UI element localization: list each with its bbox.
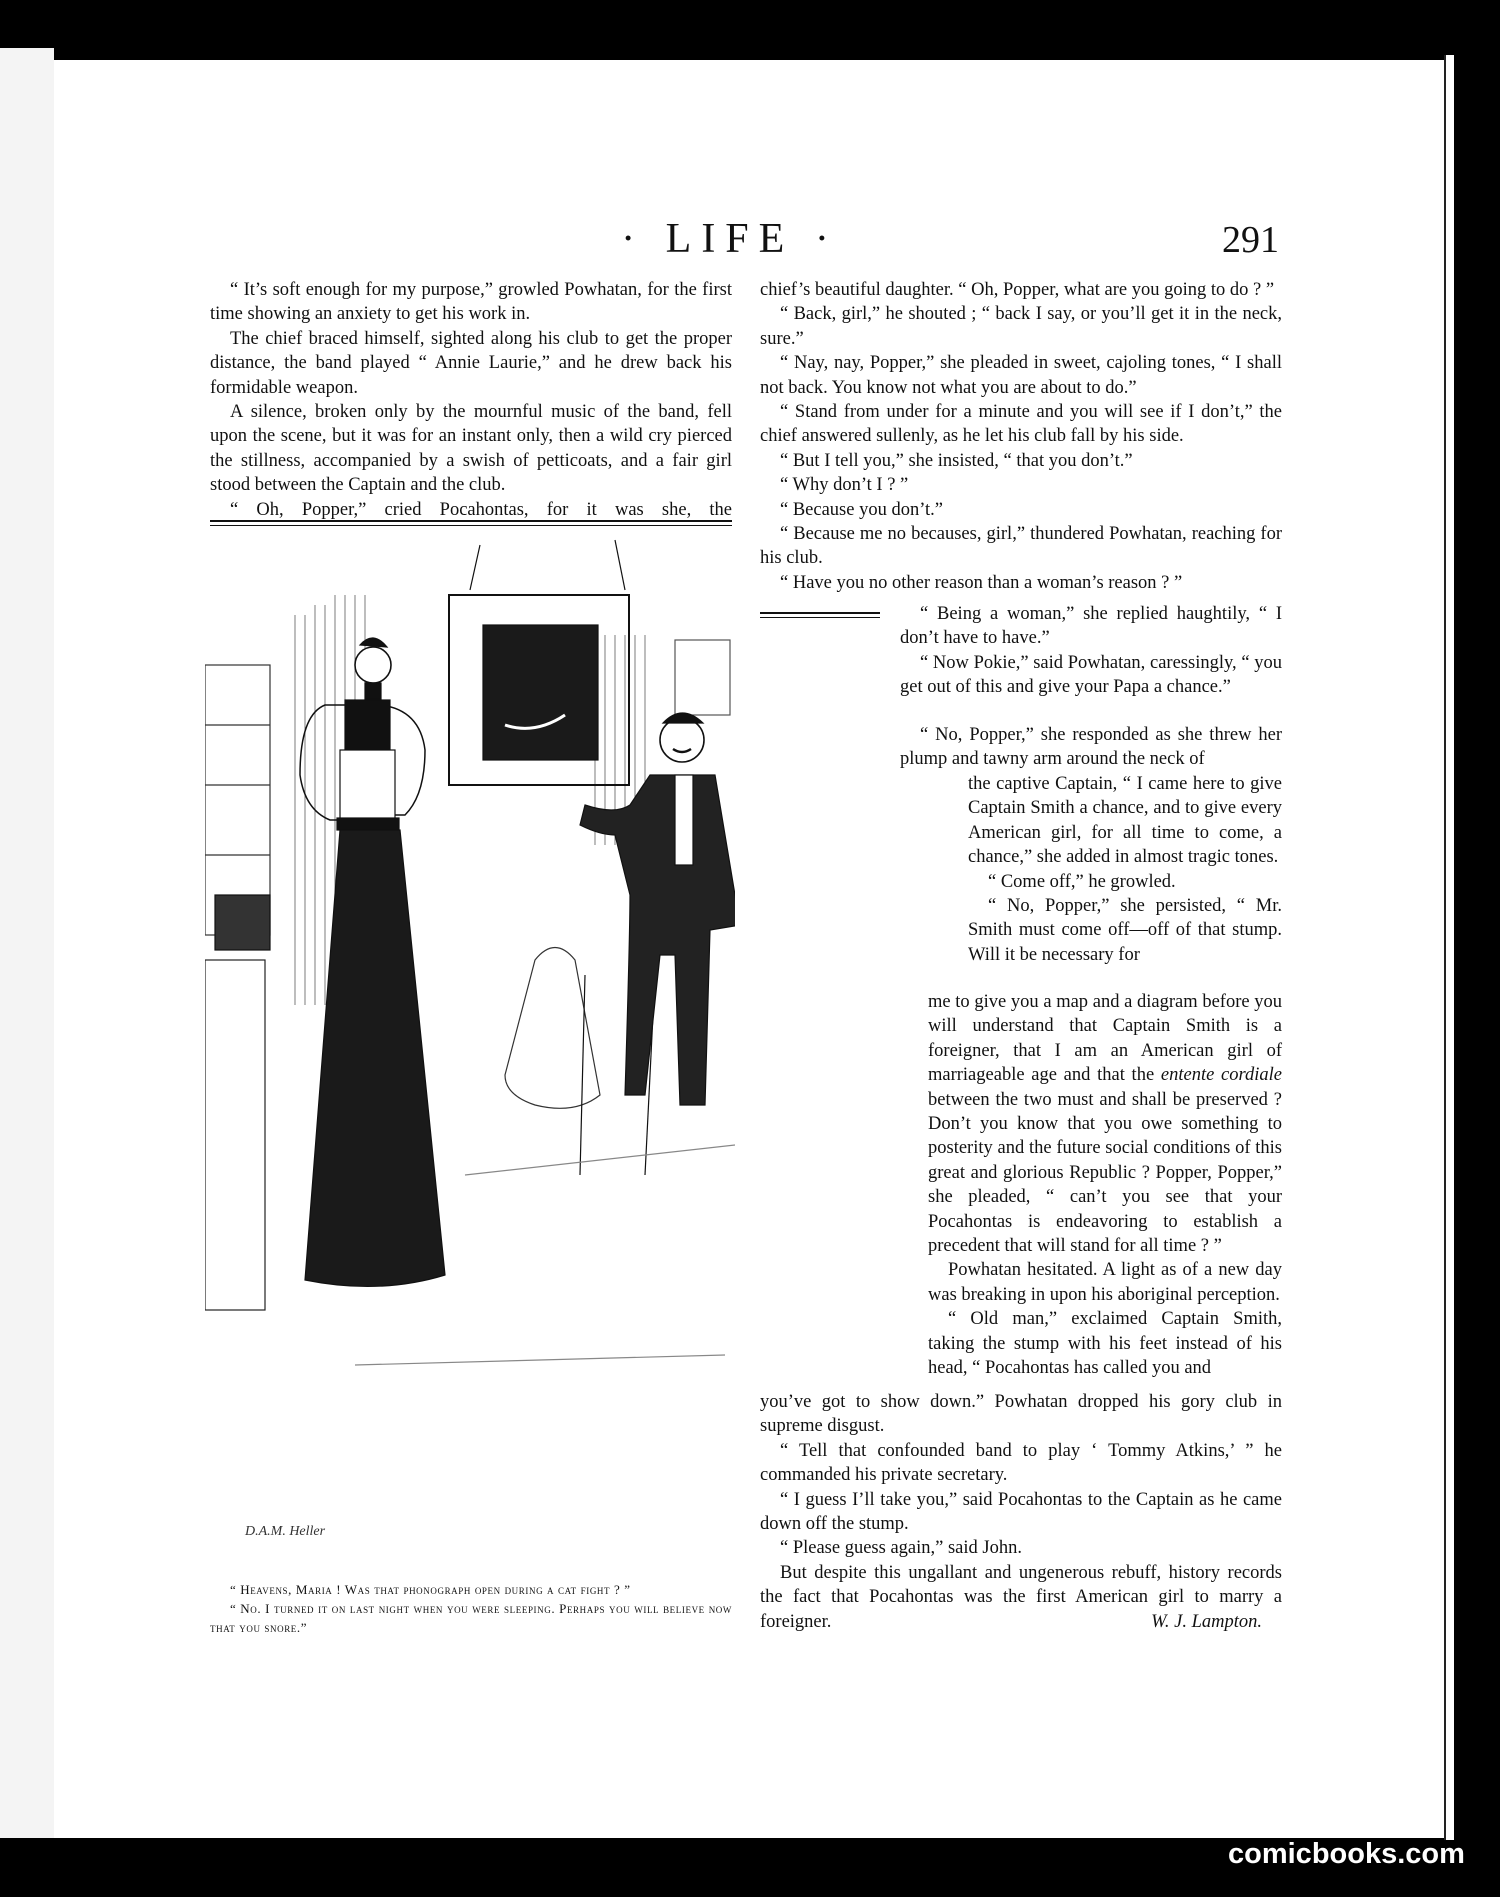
paragraph: “ Come off,” he growled.	[988, 871, 1176, 892]
illustration-caption	[210, 1580, 732, 1637]
paragraph: “ Old man,” exclaimed Captain Smith, taking the stump with his feet instead of his head, “ Pocahontas has called you and	[928, 1309, 1282, 1379]
paragraph: “ Because you don’t.”	[780, 499, 944, 520]
watermark: comicbooks.com	[1228, 1838, 1465, 1870]
right-column-top	[760, 278, 1282, 595]
paragraph: “ I guess I’ll take you,” said Pocahontas to the Captain as he came down off the stump.	[760, 1489, 1282, 1535]
paragraph: chief’s beautiful daughter. “ Oh, Popper, what are you going to do ? ”	[760, 280, 1275, 300]
right-column-medium	[928, 990, 1282, 1381]
paragraph: “ Why don’t I ? ”	[780, 475, 909, 496]
paragraph	[760, 1561, 1282, 1634]
paragraph: “ No, Popper,” she responded as she threw her plump and tawny arm around the neck of	[900, 725, 1282, 770]
paragraph: “ Because me no becauses, girl,” thundered Powhatan, reaching for his club.	[760, 524, 1282, 569]
paragraph: “ Now Pokie,” said Powhatan, caressingly, “ you get out of this and give your Papa a chance.”	[900, 652, 1282, 698]
caption-line: “ Heavens, Maria ! Was that phonograph open during a cat fight ? ”	[230, 1582, 631, 1597]
paragraph: “ Have you no other reason than a woman’s reason ? ”	[780, 572, 1183, 593]
right-column-bottom	[760, 1390, 1282, 1634]
paragraph: “ Tell that confounded band to play ‘ Tommy Atkins,’ ” he commanded his private secretary.	[760, 1440, 1282, 1486]
paragraph: “ Back, girl,” he shouted ; “ back I say, or you’ll get it in the neck, sure.”	[760, 304, 1282, 349]
right-column-middle-b	[900, 723, 1282, 772]
text-span: But despite this ungallant and ungenerous rebuff, history records the fact that Pocahontas was the first American girl to marry a foreigner.	[760, 1562, 1282, 1632]
short-rule	[760, 612, 880, 618]
italic-phrase: entente cordiale	[1160, 1065, 1282, 1086]
text-span: between the two must and shall be preserved ? Don’t you know that you owe something to posterity and the future social conditions of this great and glorious Republic ? Popper, Popper,” she pleaded, “ can’t you see that your Pocahontas is endeavoring to establish a precedent that will stand for all time ? ”	[928, 1089, 1282, 1257]
paragraph: Powhatan hesitated. A light as of a new day was breaking in upon his aboriginal perception.	[928, 1260, 1282, 1305]
left-column	[210, 278, 732, 522]
caption-line: “ No. I turned it on last night when you were sleeping. Perhaps you will believe now that you snore.”	[210, 1601, 732, 1635]
paragraph: “ Stand from under for a minute and you will see if I don’t,” the chief answered sullenly, as he let his club fall by his side.	[760, 402, 1282, 447]
column-rule	[210, 520, 732, 526]
paragraph	[928, 990, 1282, 1258]
left-page-edge	[0, 48, 54, 1838]
paragraph: you’ve got to show down.” Powhatan dropped his gory club in supreme disgust.	[760, 1392, 1282, 1437]
text-span: me to give you a map and a diagram before you will understand that Captain Smith is a foreigner, that I am an American girl of marriageable age and that the	[928, 992, 1282, 1086]
right-column-middle	[900, 602, 1282, 700]
paragraph: The chief braced himself, sighted along his club to get the proper distance, the band played “ Annie Laurie,” and he drew back his formidable weapon.	[210, 328, 732, 398]
paragraph: the captive Captain, “ I came here to give Captain Smith a chance, and to give every American girl, for all time to come, a chance,” she added in almost tragic tones.	[968, 774, 1282, 868]
paragraph: “ Being a woman,” she replied haughtily, “ I don’t have to have.”	[900, 604, 1282, 649]
paragraph: “ Oh, Popper,” cried Pocahontas, for it was she, the	[230, 499, 732, 520]
masthead: · LIFE ·	[621, 216, 839, 262]
paragraph: A silence, broken only by the mournful music of the band, fell upon the scene, but it was for an instant only, then a wild cry pierced the stillness, accompanied by a swish of petticoats, and a fair girl stood between the Captain and the club.	[210, 402, 732, 496]
paragraph: “ Nay, nay, Popper,” she pleaded in sweet, cajoling tones, “ I shall not back. You know not what you are about to do.”	[760, 353, 1282, 398]
paragraph: “ But I tell you,” she insisted, “ that you don’t.”	[780, 450, 1133, 471]
illustration-signature: D.A.M. Heller	[245, 1524, 326, 1539]
illustration	[205, 535, 735, 1565]
right-column-narrow	[968, 772, 1282, 967]
paragraph: “ It’s soft enough for my purpose,” growled Powhatan, for the first time showing an anxiety to get his work in.	[210, 280, 732, 325]
paragraph: “ No, Popper,” she persisted, “ Mr. Smith must come off—off of that stump. Will it be necessary for	[968, 896, 1282, 965]
page-number: 291	[1222, 219, 1279, 261]
byline: W. J. Lampton.	[1151, 1611, 1262, 1632]
right-page-edge	[1444, 55, 1454, 1840]
paragraph: “ Please guess again,” said John.	[780, 1538, 1022, 1559]
